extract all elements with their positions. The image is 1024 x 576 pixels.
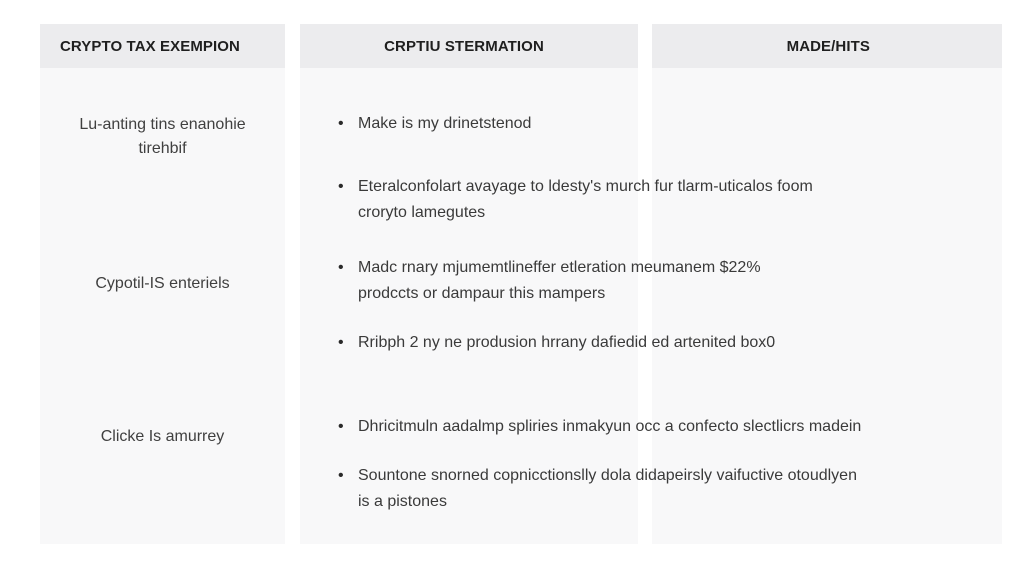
- left-entry-line: tirehbif: [138, 140, 187, 157]
- bullet-line: prodccts or dampaur this mampers: [358, 285, 606, 302]
- left-entry-line: Cypotil-IS enteriels: [95, 275, 230, 292]
- bullet-item-3: [338, 255, 978, 307]
- bullet-dot-icon: •: [338, 334, 344, 351]
- left-entry-1: [40, 113, 285, 161]
- bullet-dot-icon: •: [338, 178, 344, 195]
- bullet-dot-icon: •: [338, 467, 344, 484]
- bullet-dot-icon: •: [338, 115, 344, 132]
- bullet-line: croryto lamegutes: [358, 204, 486, 221]
- bullet-line: Dhricitmuln aadalmp spliries inmakyun occ a confecto slectlicrs madein: [358, 418, 862, 435]
- column-header-2: CRPTIU STERMATION: [300, 24, 638, 68]
- bullet-dot-icon: •: [338, 418, 344, 435]
- bullet-item-4: [338, 330, 978, 356]
- left-entry-line: Lu-anting tins enanohie: [79, 116, 246, 133]
- left-entry-2: [40, 272, 285, 296]
- column-header-3: MADE/HITS: [652, 24, 1002, 68]
- bullet-dot-icon: •: [338, 259, 344, 276]
- bullet-line: Make is my drinetstenod: [358, 115, 532, 132]
- left-entry-3: [40, 425, 285, 449]
- bullet-line: is a pistones: [358, 493, 447, 510]
- bullet-item-2: [338, 174, 978, 226]
- bullet-item-6: [338, 463, 978, 515]
- bullet-line: Sountone snorned copnicctionslly dola didapeirsly vaifuctive otoudlyen: [358, 467, 857, 484]
- bullet-line: Eteralconfolart avayage to ldesty's murch fur tlarm-uticalos foom: [358, 178, 813, 195]
- bullet-line: Rribph 2 ny ne produsion hrrany dafiedid ed artenited box0: [358, 334, 776, 351]
- left-entry-line: Clicke Is amurrey: [100, 428, 225, 445]
- bullet-line: Madc rnary mjumemtlineffer etleration meumanem $22%: [358, 259, 761, 276]
- column-header-1: CRYPTO TAX EXEMPION: [40, 24, 285, 68]
- bullet-item-5: [338, 414, 978, 440]
- bullet-item-1: [338, 111, 978, 137]
